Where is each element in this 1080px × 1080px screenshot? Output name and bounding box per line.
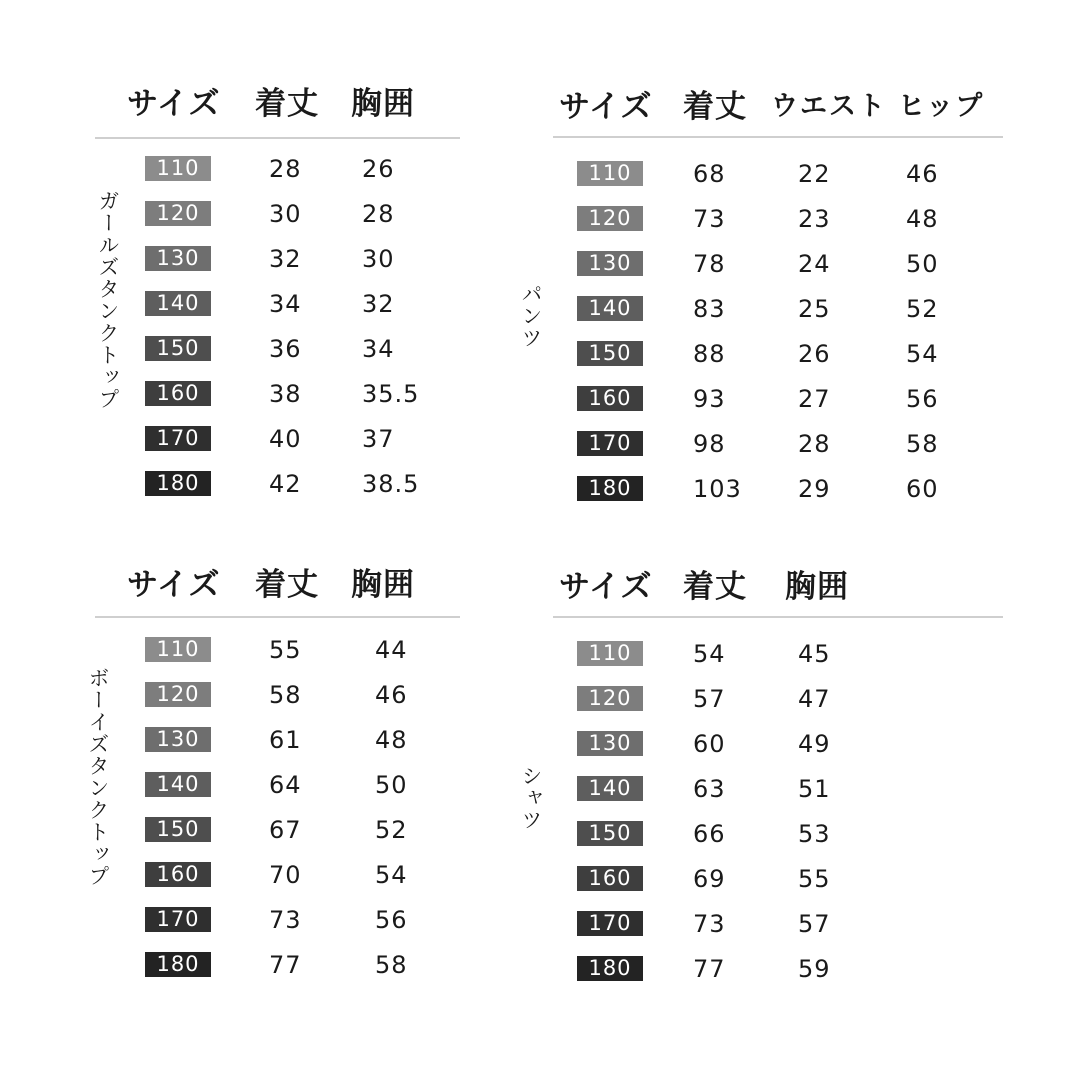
- table-row: [95, 905, 460, 935]
- measurement-value: 45: [798, 640, 831, 668]
- table-row: [553, 204, 1003, 234]
- measurement-value: 52: [906, 295, 939, 323]
- table-row: [553, 294, 1003, 324]
- measurement-value: 42: [269, 470, 302, 498]
- table-row: [553, 909, 1003, 939]
- header-waist: ウエスト: [771, 91, 887, 122]
- measurement-value: 64: [269, 771, 302, 799]
- measurement-value: 58: [269, 681, 302, 709]
- table-row: [553, 249, 1003, 279]
- measurement-value: 50: [906, 250, 939, 278]
- header-divider: [553, 136, 1003, 138]
- size-badge: 160: [145, 381, 211, 406]
- measurement-value: 22: [798, 160, 831, 188]
- measurement-value: 61: [269, 726, 302, 754]
- measurement-value: 57: [693, 685, 726, 713]
- measurement-value: 36: [269, 335, 302, 363]
- measurement-value: 30: [269, 200, 302, 228]
- measurement-value: 68: [693, 160, 726, 188]
- table-row: [95, 950, 460, 980]
- size-badge: 170: [577, 911, 643, 936]
- size-badge: 110: [145, 637, 211, 662]
- header-chest: 胸囲: [351, 567, 415, 603]
- header-size: サイズ: [559, 89, 653, 125]
- measurement-value: 50: [375, 771, 408, 799]
- measurement-value: 83: [693, 295, 726, 323]
- measurement-value: 47: [798, 685, 831, 713]
- table-row: [553, 684, 1003, 714]
- size-table-girls-tank-top: [95, 82, 460, 512]
- measurement-value: 77: [693, 955, 726, 983]
- measurement-value: 46: [375, 681, 408, 709]
- table-row: [553, 729, 1003, 759]
- header-divider: [95, 137, 460, 139]
- size-table-shirt: [519, 565, 1003, 995]
- header-size: サイズ: [127, 567, 221, 603]
- size-table-boys-tank-top: [86, 563, 460, 993]
- table-row: [95, 199, 460, 229]
- size-badge: 120: [577, 686, 643, 711]
- measurement-value: 28: [269, 155, 302, 183]
- header-divider: [553, 616, 1003, 618]
- table-row: [553, 159, 1003, 189]
- size-badge: 110: [577, 641, 643, 666]
- size-badge: 160: [145, 862, 211, 887]
- size-badge: 180: [145, 471, 211, 496]
- header-chest: 胸囲: [351, 86, 415, 122]
- measurement-value: 88: [693, 340, 726, 368]
- measurement-value: 49: [798, 730, 831, 758]
- measurement-value: 30: [362, 245, 395, 273]
- measurement-value: 54: [375, 861, 408, 889]
- table-row: [95, 635, 460, 665]
- header-length: 着丈: [683, 89, 747, 125]
- measurement-value: 58: [906, 430, 939, 458]
- measurement-value: 98: [693, 430, 726, 458]
- measurement-value: 25: [798, 295, 831, 323]
- table-row: [95, 424, 460, 454]
- measurement-value: 32: [362, 290, 395, 318]
- size-badge: 110: [577, 161, 643, 186]
- table-row: [95, 770, 460, 800]
- measurement-value: 57: [798, 910, 831, 938]
- measurement-value: 32: [269, 245, 302, 273]
- measurement-value: 54: [906, 340, 939, 368]
- size-badge: 170: [145, 907, 211, 932]
- measurement-value: 28: [362, 200, 395, 228]
- measurement-value: 73: [269, 906, 302, 934]
- table-row: [95, 244, 460, 274]
- size-badge: 120: [145, 682, 211, 707]
- measurement-value: 44: [375, 636, 408, 664]
- measurement-value: 60: [693, 730, 726, 758]
- measurement-value: 56: [906, 385, 939, 413]
- measurement-value: 60: [906, 475, 939, 503]
- category-label: シャツ: [519, 765, 543, 831]
- category-label: ボーイズタンクトップ: [86, 667, 110, 887]
- size-badge: 150: [145, 817, 211, 842]
- category-label: ガールズタンクトップ: [96, 190, 120, 410]
- measurement-value: 70: [269, 861, 302, 889]
- table-row: [553, 429, 1003, 459]
- table-row: [95, 334, 460, 364]
- measurement-value: 73: [693, 205, 726, 233]
- size-badge: 110: [145, 156, 211, 181]
- size-badge: 130: [145, 246, 211, 271]
- size-badge: 130: [145, 727, 211, 752]
- table-row: [553, 639, 1003, 669]
- measurement-value: 51: [798, 775, 831, 803]
- measurement-value: 48: [375, 726, 408, 754]
- measurement-value: 40: [269, 425, 302, 453]
- measurement-value: 56: [375, 906, 408, 934]
- measurement-value: 46: [906, 160, 939, 188]
- table-row: [553, 819, 1003, 849]
- table-row: [553, 474, 1003, 504]
- table-header: [95, 563, 460, 607]
- measurement-value: 27: [798, 385, 831, 413]
- table-row: [95, 469, 460, 499]
- size-badge: 150: [577, 821, 643, 846]
- table-header: [553, 85, 1003, 129]
- table-row: [95, 815, 460, 845]
- measurement-value: 23: [798, 205, 831, 233]
- size-badge: 160: [577, 386, 643, 411]
- size-badge: 130: [577, 731, 643, 756]
- measurement-value: 55: [269, 636, 302, 664]
- table-row: [95, 289, 460, 319]
- measurement-value: 24: [798, 250, 831, 278]
- size-badge: 140: [145, 772, 211, 797]
- size-badge: 160: [577, 866, 643, 891]
- header-hip: ヒップ: [898, 91, 985, 122]
- measurement-value: 55: [798, 865, 831, 893]
- measurement-value: 73: [693, 910, 726, 938]
- header-size: サイズ: [127, 86, 221, 122]
- table-row: [95, 860, 460, 890]
- measurement-value: 103: [693, 475, 742, 503]
- table-row: [553, 384, 1003, 414]
- header-chest: 胸囲: [785, 569, 849, 605]
- size-badge: 150: [577, 341, 643, 366]
- header-size: サイズ: [559, 569, 653, 605]
- size-badge: 130: [577, 251, 643, 276]
- table-row: [553, 954, 1003, 984]
- measurement-value: 26: [798, 340, 831, 368]
- size-badge: 120: [577, 206, 643, 231]
- measurement-value: 58: [375, 951, 408, 979]
- measurement-value: 48: [906, 205, 939, 233]
- measurement-value: 35.5: [362, 380, 420, 408]
- size-badge: 150: [145, 336, 211, 361]
- size-badge: 140: [145, 291, 211, 316]
- measurement-value: 29: [798, 475, 831, 503]
- measurement-value: 34: [269, 290, 302, 318]
- table-row: [95, 379, 460, 409]
- measurement-value: 53: [798, 820, 831, 848]
- measurement-value: 34: [362, 335, 395, 363]
- size-badge: 140: [577, 296, 643, 321]
- table-row: [95, 725, 460, 755]
- table-header: [553, 565, 1003, 609]
- table-row: [95, 154, 460, 184]
- header-length: 着丈: [255, 567, 319, 603]
- header-divider: [95, 616, 460, 618]
- table-row: [553, 339, 1003, 369]
- size-badge: 180: [577, 956, 643, 981]
- header-length: 着丈: [255, 86, 319, 122]
- table-row: [553, 774, 1003, 804]
- category-label: パンツ: [519, 283, 543, 349]
- measurement-value: 26: [362, 155, 395, 183]
- header-length: 着丈: [683, 569, 747, 605]
- measurement-value: 59: [798, 955, 831, 983]
- size-badge: 140: [577, 776, 643, 801]
- measurement-value: 67: [269, 816, 302, 844]
- size-badge: 120: [145, 201, 211, 226]
- measurement-value: 63: [693, 775, 726, 803]
- size-badge: 170: [577, 431, 643, 456]
- measurement-value: 77: [269, 951, 302, 979]
- measurement-value: 38: [269, 380, 302, 408]
- measurement-value: 78: [693, 250, 726, 278]
- size-badge: 170: [145, 426, 211, 451]
- measurement-value: 66: [693, 820, 726, 848]
- measurement-value: 28: [798, 430, 831, 458]
- measurement-value: 37: [362, 425, 395, 453]
- measurement-value: 69: [693, 865, 726, 893]
- size-badge: 180: [577, 476, 643, 501]
- size-badge: 180: [145, 952, 211, 977]
- measurement-value: 93: [693, 385, 726, 413]
- measurement-value: 54: [693, 640, 726, 668]
- table-header: [95, 82, 460, 126]
- table-row: [95, 680, 460, 710]
- table-row: [553, 864, 1003, 894]
- measurement-value: 38.5: [362, 470, 420, 498]
- size-table-pants: [519, 85, 1003, 515]
- measurement-value: 52: [375, 816, 408, 844]
